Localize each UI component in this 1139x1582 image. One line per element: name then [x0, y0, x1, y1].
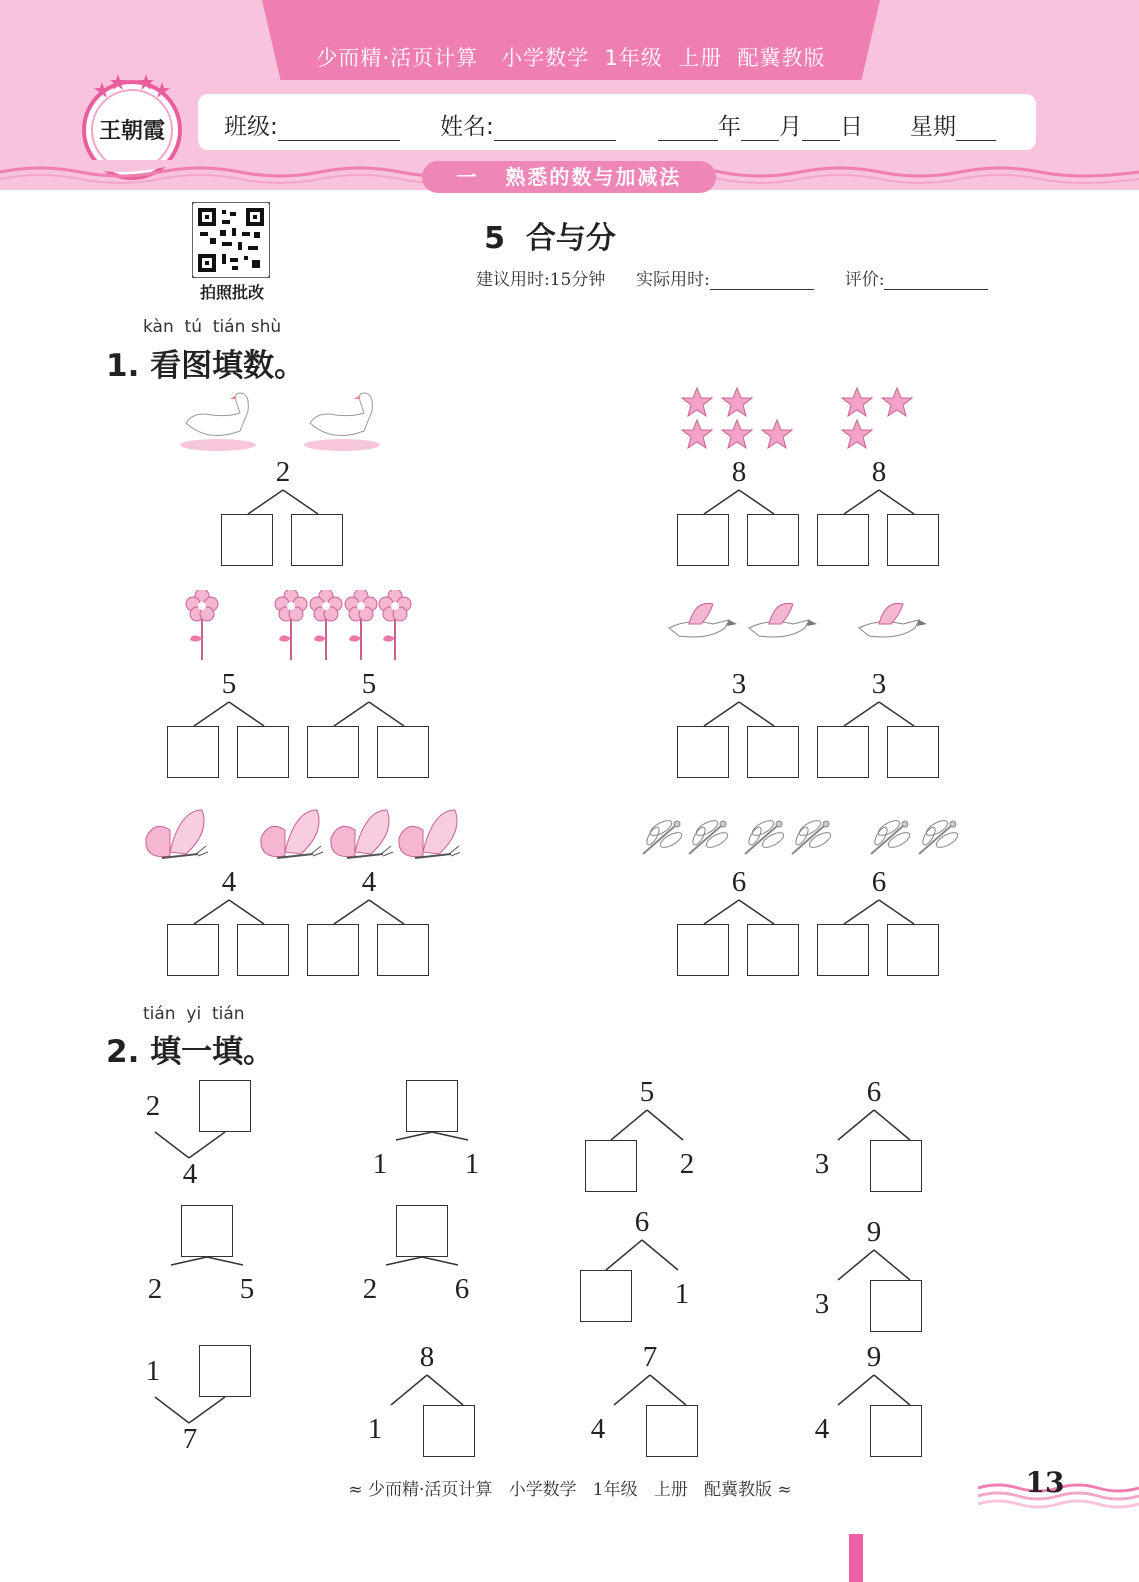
bond-line [874, 1110, 910, 1140]
class-field[interactable]: 班级: [224, 108, 400, 141]
bond-part: 2 [147, 1273, 163, 1305]
bond-total: 3 [871, 668, 887, 700]
bond-line [422, 1257, 458, 1265]
bond-line [874, 1250, 910, 1280]
answer-box[interactable] [870, 1405, 922, 1457]
bond-total: 6 [866, 1076, 882, 1108]
bond-total: 7 [642, 1341, 658, 1373]
bond-part: 4 [814, 1413, 830, 1445]
bond-line [386, 1257, 422, 1265]
bond-total: 7 [182, 1423, 198, 1455]
actual-time-label: 实际用时: [636, 270, 710, 290]
bond-line [647, 1110, 683, 1140]
bond-line [391, 1375, 427, 1405]
name-field[interactable]: 姓名: [440, 108, 616, 141]
answer-box[interactable] [396, 1205, 448, 1257]
bond-total: 9 [866, 1341, 882, 1373]
bond-part: 1 [674, 1278, 690, 1310]
answer-box[interactable] [580, 1270, 632, 1322]
bond-line [189, 1397, 225, 1423]
bond-part: 3 [814, 1148, 830, 1180]
logo-text: 王朝霞 [98, 118, 166, 144]
chapter-label: 一 熟悉的数与加减法 [422, 161, 716, 193]
bond-line [650, 1375, 686, 1405]
bond-total: 6 [871, 866, 887, 898]
bond-line [155, 1397, 189, 1423]
answer-box[interactable] [199, 1080, 251, 1132]
page-number: 13 [1025, 1466, 1065, 1499]
answer-box[interactable] [870, 1140, 922, 1192]
footer-text: ≈ 少而精·活页计算 小学数学 1年级 上册 配冀教版 ≈ [348, 1480, 792, 1500]
answer-box[interactable] [199, 1345, 251, 1397]
bond-line [606, 1240, 642, 1270]
bond-part: 1 [367, 1413, 383, 1445]
bond-total: 8 [871, 456, 887, 488]
bond-part: 4 [590, 1413, 606, 1445]
bond-line [155, 1132, 189, 1158]
bond-part: 2 [679, 1148, 695, 1180]
weekday-field[interactable]: 星期 [910, 108, 996, 141]
bond-line [838, 1250, 874, 1280]
suggested-time: 建议用时:15分钟 [476, 270, 606, 290]
series-title: 少而精·活页计算 小学数学 1年级 上册 配冀教版 [316, 46, 826, 70]
bond-total: 6 [634, 1206, 650, 1238]
bond-line [838, 1375, 874, 1405]
bond-line [189, 1132, 225, 1158]
bond-total: 6 [731, 866, 747, 898]
bond-total: 9 [866, 1216, 882, 1248]
q1-pinyin: kàn tú tián shù [143, 317, 282, 337]
bond-part: 6 [454, 1273, 470, 1305]
bond-line [432, 1132, 468, 1140]
evaluation-label: 评价: [844, 270, 885, 290]
bond-line [614, 1375, 650, 1405]
bond-total: 4 [361, 866, 377, 898]
bond-line [838, 1110, 874, 1140]
answer-box[interactable] [181, 1205, 233, 1257]
q2-pinyin: tián yi tián [143, 1004, 245, 1024]
answer-box[interactable] [646, 1405, 698, 1457]
bond-part: 2 [362, 1273, 378, 1305]
bond-total: 3 [731, 668, 747, 700]
qr-label: 拍照批改 [199, 283, 264, 302]
bond-part: 1 [145, 1355, 161, 1387]
answer-box[interactable] [406, 1080, 458, 1132]
bond-total: 8 [419, 1341, 435, 1373]
bond-line [874, 1375, 910, 1405]
bond-total: 5 [639, 1076, 655, 1108]
bond-total: 8 [731, 456, 747, 488]
answer-box[interactable] [423, 1405, 475, 1457]
bond-total: 4 [221, 866, 237, 898]
bond-total: 5 [361, 668, 377, 700]
bond-total: 4 [182, 1158, 198, 1190]
bond-line [396, 1132, 432, 1140]
bond-part: 3 [814, 1288, 830, 1320]
bond-line [427, 1375, 463, 1405]
bond-total: 2 [275, 456, 291, 488]
bond-line [171, 1257, 207, 1265]
lesson-title: 5 合与分 [484, 221, 616, 256]
date-field[interactable]: 年 月 日 [658, 108, 863, 141]
bond-line [611, 1110, 647, 1140]
bond-part: 2 [145, 1090, 161, 1122]
bottom-marker [849, 1534, 863, 1582]
q1-heading: 1. 看图填数。 [106, 348, 306, 384]
bond-part: 1 [372, 1148, 388, 1180]
bond-part: 1 [464, 1148, 480, 1180]
bond-line [207, 1257, 243, 1265]
bond-part: 5 [239, 1273, 255, 1305]
answer-box[interactable] [585, 1140, 637, 1192]
q2-heading: 2. 填一填。 [106, 1034, 275, 1070]
bond-total: 5 [221, 668, 237, 700]
bond-line [642, 1240, 678, 1270]
answer-box[interactable] [870, 1280, 922, 1332]
